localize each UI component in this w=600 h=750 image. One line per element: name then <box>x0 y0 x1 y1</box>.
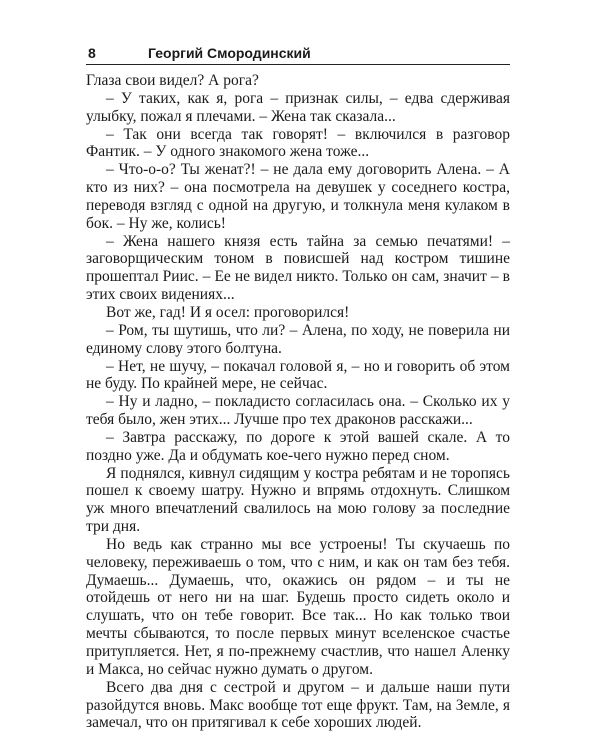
paragraph: – Ну и ладно, – покладисто согласилась она. – Сколько их у тебя было, жен этих... Лучше про тех драконов расскажи... <box>86 393 510 429</box>
paragraph: Но ведь как странно мы все устроены! Ты скучаешь по человеку, переживаешь о том, что с ним, и как он там без тебя. Думаешь... Думаешь, что, окажись он рядом – и ты не отойдешь от него ни на шаг. Будешь просто сидеть около и слушать, что он тебе говорит. Все так... Но как только твои мечты сбываются, то после первых минут вселенское счастье притупляется. Нет, я по-прежнему счастлив, что нашел Аленку и Макса, но сейчас нужно думать о другом. <box>86 535 510 678</box>
page-header <box>86 40 510 64</box>
paragraph: – Жена нашего князя есть тайна за семью печатями! – заговорщическим тоном в повисшей над костром тишине прошептал Риис. – Ее не видел никто. Только он сам, значит – в этих своих видениях... <box>86 232 510 304</box>
paragraph: – Нет, не шучу, – покачал головой я, – но и говорить об этом не буду. По крайней мере, не сейчас. <box>86 357 510 393</box>
header-rule <box>86 64 510 65</box>
paragraph: Я поднялся, кивнул сидящим у костра ребятам и не торопясь пошел к своему шатру. Нужно и впрямь отдохнуть. Слишком уж много впечатлений свалилось на мою голову за последние три дня. <box>86 464 510 536</box>
paragraph: Вот же, гад! И я осел: проговорился! <box>106 303 350 321</box>
running-head-author: Георгий Смородинский <box>148 45 311 61</box>
paragraph: – Ром, ты шутишь, что ли? – Алена, по ходу, не поверила ни единому слову этого болтуна. <box>86 321 510 357</box>
paragraph: Всего два дня с сестрой и другом – и дальше наши пути разойдутся вновь. Макс вообще тот еще фрукт. Там, на Земле, я замечал, что он притягивал к себе хороших людей. <box>86 678 510 732</box>
page-number: 8 <box>88 45 96 61</box>
body-text <box>86 72 510 732</box>
paragraph: – У таких, как я, рога – признак силы, – едва сдерживая улыбку, пожал я плечами. – Жена так сказала... <box>86 89 510 125</box>
paragraph: – Что-о-о? Ты женат?! – не дала ему договорить Алена. – А кто из них? – она посмотрела на девушек у соседнего костра, переводя взгляд с одной на другую, и толкнула меня кулаком в бок. – Ну же, колись! <box>86 161 510 232</box>
paragraph: – Так они всегда так говорят! – включился в разговор Фантик. – У одного знакомого жена тоже... <box>86 125 510 161</box>
book-page <box>86 40 510 732</box>
paragraph: Глаза свои видел? А рога? <box>86 72 259 89</box>
paragraph: – Завтра расскажу, по дороге к этой вашей скале. А то поздно уже. Да и обдумать кое-чего нужно перед сном. <box>86 428 510 464</box>
